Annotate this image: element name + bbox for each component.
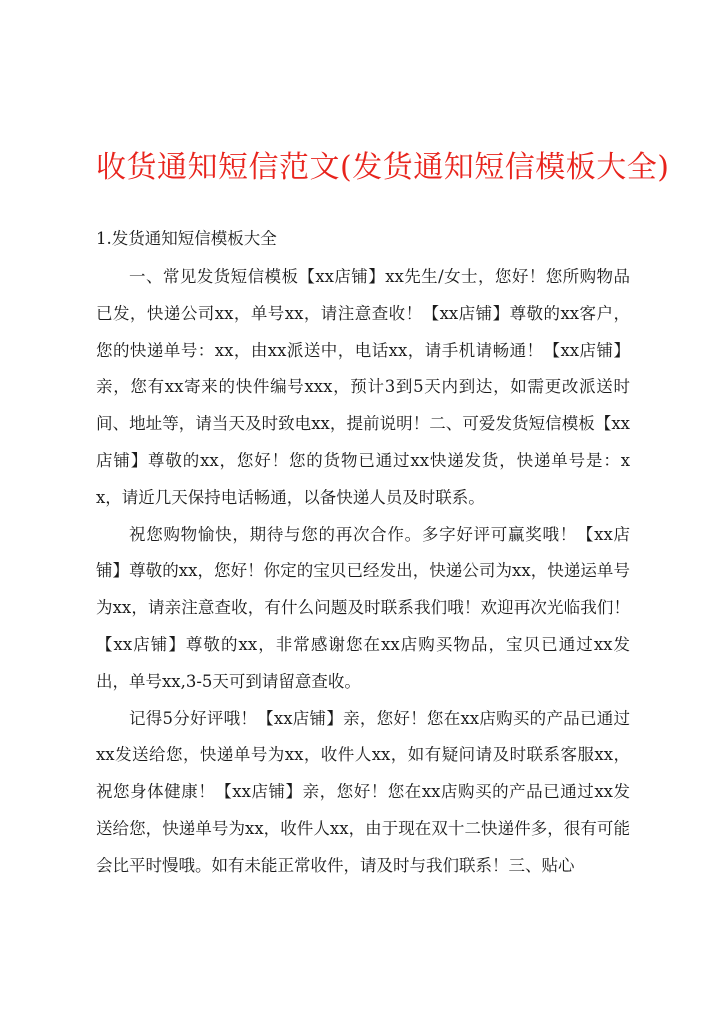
paragraph: 祝您购物愉快，期待与您的再次合作。多字好评可赢奖哦！【xx店铺】尊敬的xx，您好！你定的宝贝已经发出，快递公司为xx，快递运单号为xx，请亲注意查收，有什么问题及时联系我们哦！欢迎再次光临我们！【xx店铺】尊敬的xx，非常感谢您在xx店购买物品，宝贝已通过xx发出，单号xx,3-5天可到请留意查收。 (96, 524, 630, 691)
section-heading: 1.发货通知短信模板大全 (96, 229, 277, 248)
page-title: 收货通知短信范文(发货通知短信模板大全) (96, 150, 670, 185)
paragraph: 一、常见发货短信模板【xx店铺】xx先生/女士，您好！您所购物品已发，快递公司xx，单号xx，请注意查收！【xx店铺】尊敬的xx客户，您的快递单号：xx，由xx派送中，电话xx，请手机请畅通！【xx店铺】亲，您有xx寄来的快件编号xxx，预计3到5天内到达，如需更改派送时间、地址等，请当天及时致电xx，提前说明！二、可爱发货短信模板【xx店铺】尊敬的xx，您好！您的货物已通过xx快递发货，快递单号是：xx，请近几天保持电话畅通，以备快递人员及时联系。 (96, 267, 630, 507)
paragraph: 记得5分好评哦！【xx店铺】亲，您好！您在xx店购买的产品已通过xx发送给您，快递单号为xx，收件人xx，如有疑问请及时联系客服xx，祝您身体健康！【xx店铺】亲，您好！您在xx店购买的产品已通过xx发送给您，快递单号为xx，收件人xx，由于现在双十二快递件多，很有可能会比平时慢哦。如有未能正常收件，请及时与我们联系！三、贴心 (96, 708, 630, 875)
